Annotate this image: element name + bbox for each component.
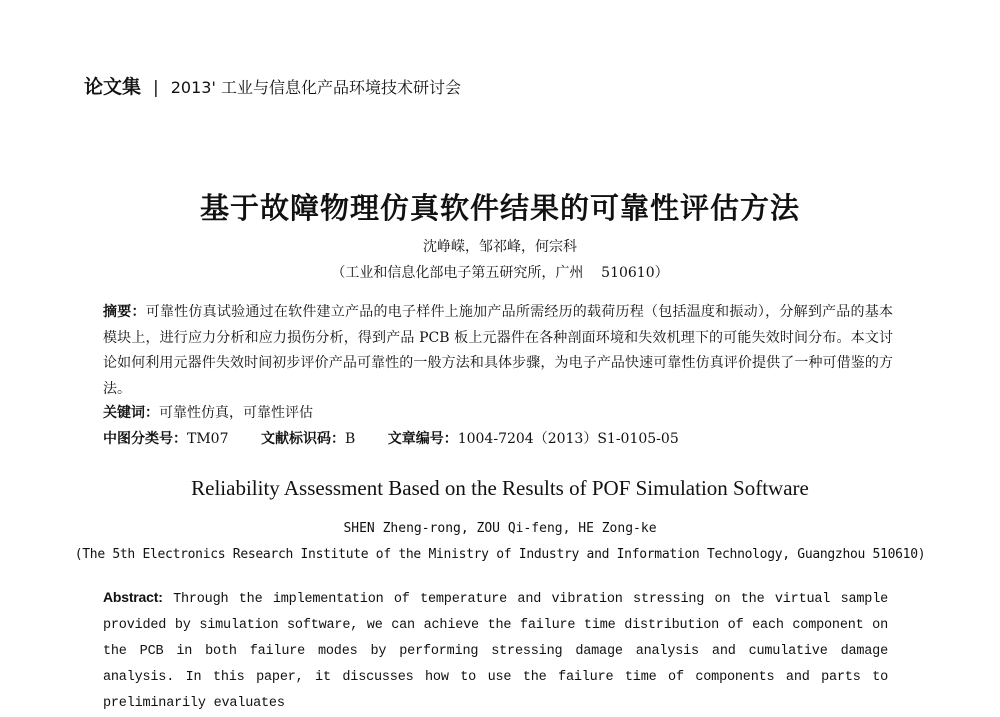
class-number — [103, 431, 229, 447]
abstract-en-text: Through the implementation of temperature and vibration stressing on the virtual sample provided by simulation software, we can achieve the failure time distribution of each component on the PCB in both failure modes by performing stressing damage analysis and cumulative damage analysis. In this paper, it discusses how to use the failure time of components and parts to preliminarily evaluates — [103, 592, 888, 711]
doc-code-label: 文献标识码： — [260, 431, 345, 447]
keywords-label: 关键词： — [103, 405, 159, 421]
article-number — [388, 431, 679, 447]
paper-title-cn: 基于故障物理仿真软件结果的可靠性评估方法 — [199, 191, 800, 225]
abstract-en-label: Abstract: — [103, 589, 163, 605]
running-header — [84, 72, 461, 99]
keywords-text: 可靠性仿真，可靠性评估 — [159, 405, 313, 421]
header-separator: | — [153, 78, 159, 98]
article-no-label: 文章编号： — [387, 431, 458, 447]
abstract-cn-text: 可靠性仿真试验通过在软件建立产品的电子样件上施加产品所需经历的载荷历程（包括温度和振动），分解到产品的基本模块上，进行应力分析和应力损伤分析，得到产品 PCB 板上元器件在各种剖面环境和失效机理下的可能失效时间分布。本文讨论如何利用元器件失效时间初步评价产品可靠性的一般方法和具体步骤，为电子产品快速可靠性仿真评价提供了一种可借鉴的方法。 — [103, 304, 894, 397]
conference-name: 2013' 工业与信息化产品环境技术研讨会 — [170, 78, 461, 97]
doc-code — [261, 431, 355, 447]
abstract-en — [103, 584, 888, 717]
abstract-cn — [103, 300, 893, 402]
class-label: 中图分类号： — [103, 431, 187, 447]
affiliation-cn: （工业和信息化部电子第五研究所，广州 510610） — [331, 265, 669, 281]
authors-cn: 沈峥嵘，邹祁峰，何宗科 — [423, 239, 577, 255]
series-title: 论文集 — [84, 76, 142, 98]
article-no-value: 1004-7204（2013）S1-0105-05 — [457, 431, 679, 447]
classification-line — [103, 428, 707, 448]
class-value: TM07 — [187, 431, 229, 447]
keywords-cn — [103, 402, 313, 422]
doc-code-value: B — [344, 431, 356, 447]
authors-en: SHEN Zheng-rong, ZOU Qi-feng, HE Zong-ke — [343, 521, 657, 536]
paper-title-en: Reliability Assessment Based on the Results of POF Simulation Software — [191, 476, 809, 500]
abstract-cn-label: 摘要： — [103, 304, 146, 320]
affiliation-en: (The 5th Electronics Research Institute of the Ministry of Industry and Information Technology, Guangzhou 510610) — [74, 547, 926, 562]
